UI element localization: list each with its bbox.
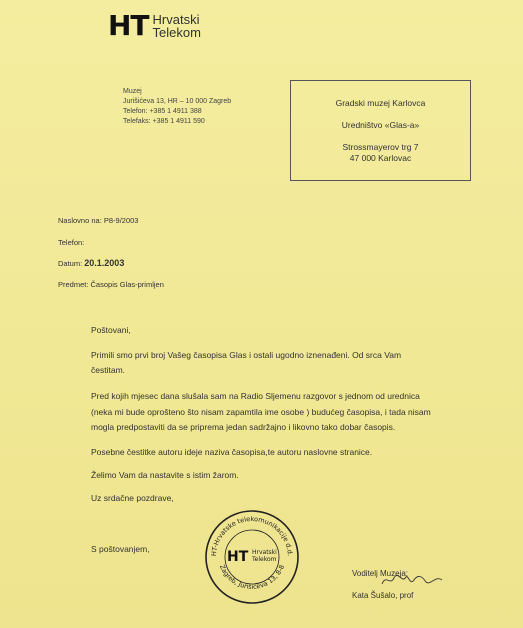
stamp-ring-top: HT-Hrvatske telekomunikacije d.d. (209, 514, 294, 557)
recipient-city: 47 000 Karlovac (349, 153, 412, 163)
paragraph-3: Posebne čestitke autoru ideje naziva časopisa,te autoru naslovne stranice. (91, 446, 373, 457)
sender-line-1: Muzej (123, 88, 142, 95)
subject-line: Predmet: Časopis Glas-primljen (58, 280, 164, 289)
date-line (58, 258, 124, 268)
reference-line: Naslovno na: P8-9/2003 (58, 216, 139, 225)
stamp-ring-bottom: Zagreb, Jurišićeva 13, 8-8 (217, 563, 287, 591)
logo-text (153, 13, 201, 39)
date-value: 20.1.2003 (84, 258, 125, 268)
paragraph-2: Pred kojih mjesec dana slušala sam na Radio Sljemenu razgovor s jednom od urednica (neka mi bude oprošteno što nisam zapamtila ime osobe ) budućeg časopisa, i tada nisam mogla predpostaviti da se priprema jedan sadržajno i likovno tako dobar časopis. (91, 391, 431, 432)
phone-line: Telefon: (58, 238, 85, 247)
sender-address (123, 87, 231, 127)
signatory-name: Kata Šušalo, prof (352, 591, 414, 600)
company-stamp (203, 508, 301, 606)
logo-line-2: Telekom (152, 25, 201, 40)
letter-body (91, 325, 436, 504)
recipient-address-box (290, 80, 471, 181)
signatory-title: Voditelj Muzeja: (352, 569, 409, 578)
recipient-name: Gradski muzej Karlovca (335, 98, 426, 108)
sender-line-4: Telefaks: +385 1 4911 590 (123, 118, 205, 125)
closing: S poštovanjem, (91, 544, 150, 554)
ht-logo (108, 9, 201, 42)
recipient-dept: Uredništvo «Glas-a» (341, 120, 420, 130)
stamp-mark: HT (227, 549, 249, 565)
sender-line-2: Jurišićeva 13, HR – 10 000 Zagreb (123, 98, 232, 105)
paragraph-5: Uz srdačne pozdrave, (91, 492, 174, 503)
date-label: Datum: (58, 259, 83, 268)
greeting: Poštovani, (91, 325, 131, 335)
stamp-line-2: Telekom (252, 556, 277, 563)
logo-mark: HT (108, 9, 149, 42)
sender-line-3: Telefon: +385 1 4911 388 (123, 108, 202, 115)
stamp-line-1: Hrvatski (252, 549, 277, 556)
signatory-block (352, 568, 413, 601)
logo-line-1: Hrvatski (152, 12, 200, 27)
paragraph-4: Želimo Vam da nastavite s istim žarom. (91, 469, 239, 480)
paragraph-1: Primili smo prvi broj Vašeg časopisa Glas i ostali ugodno iznenađeni. Od srca Vam čestitam. (91, 350, 402, 375)
recipient-street: Strossmayerov trg 7 (342, 142, 419, 152)
